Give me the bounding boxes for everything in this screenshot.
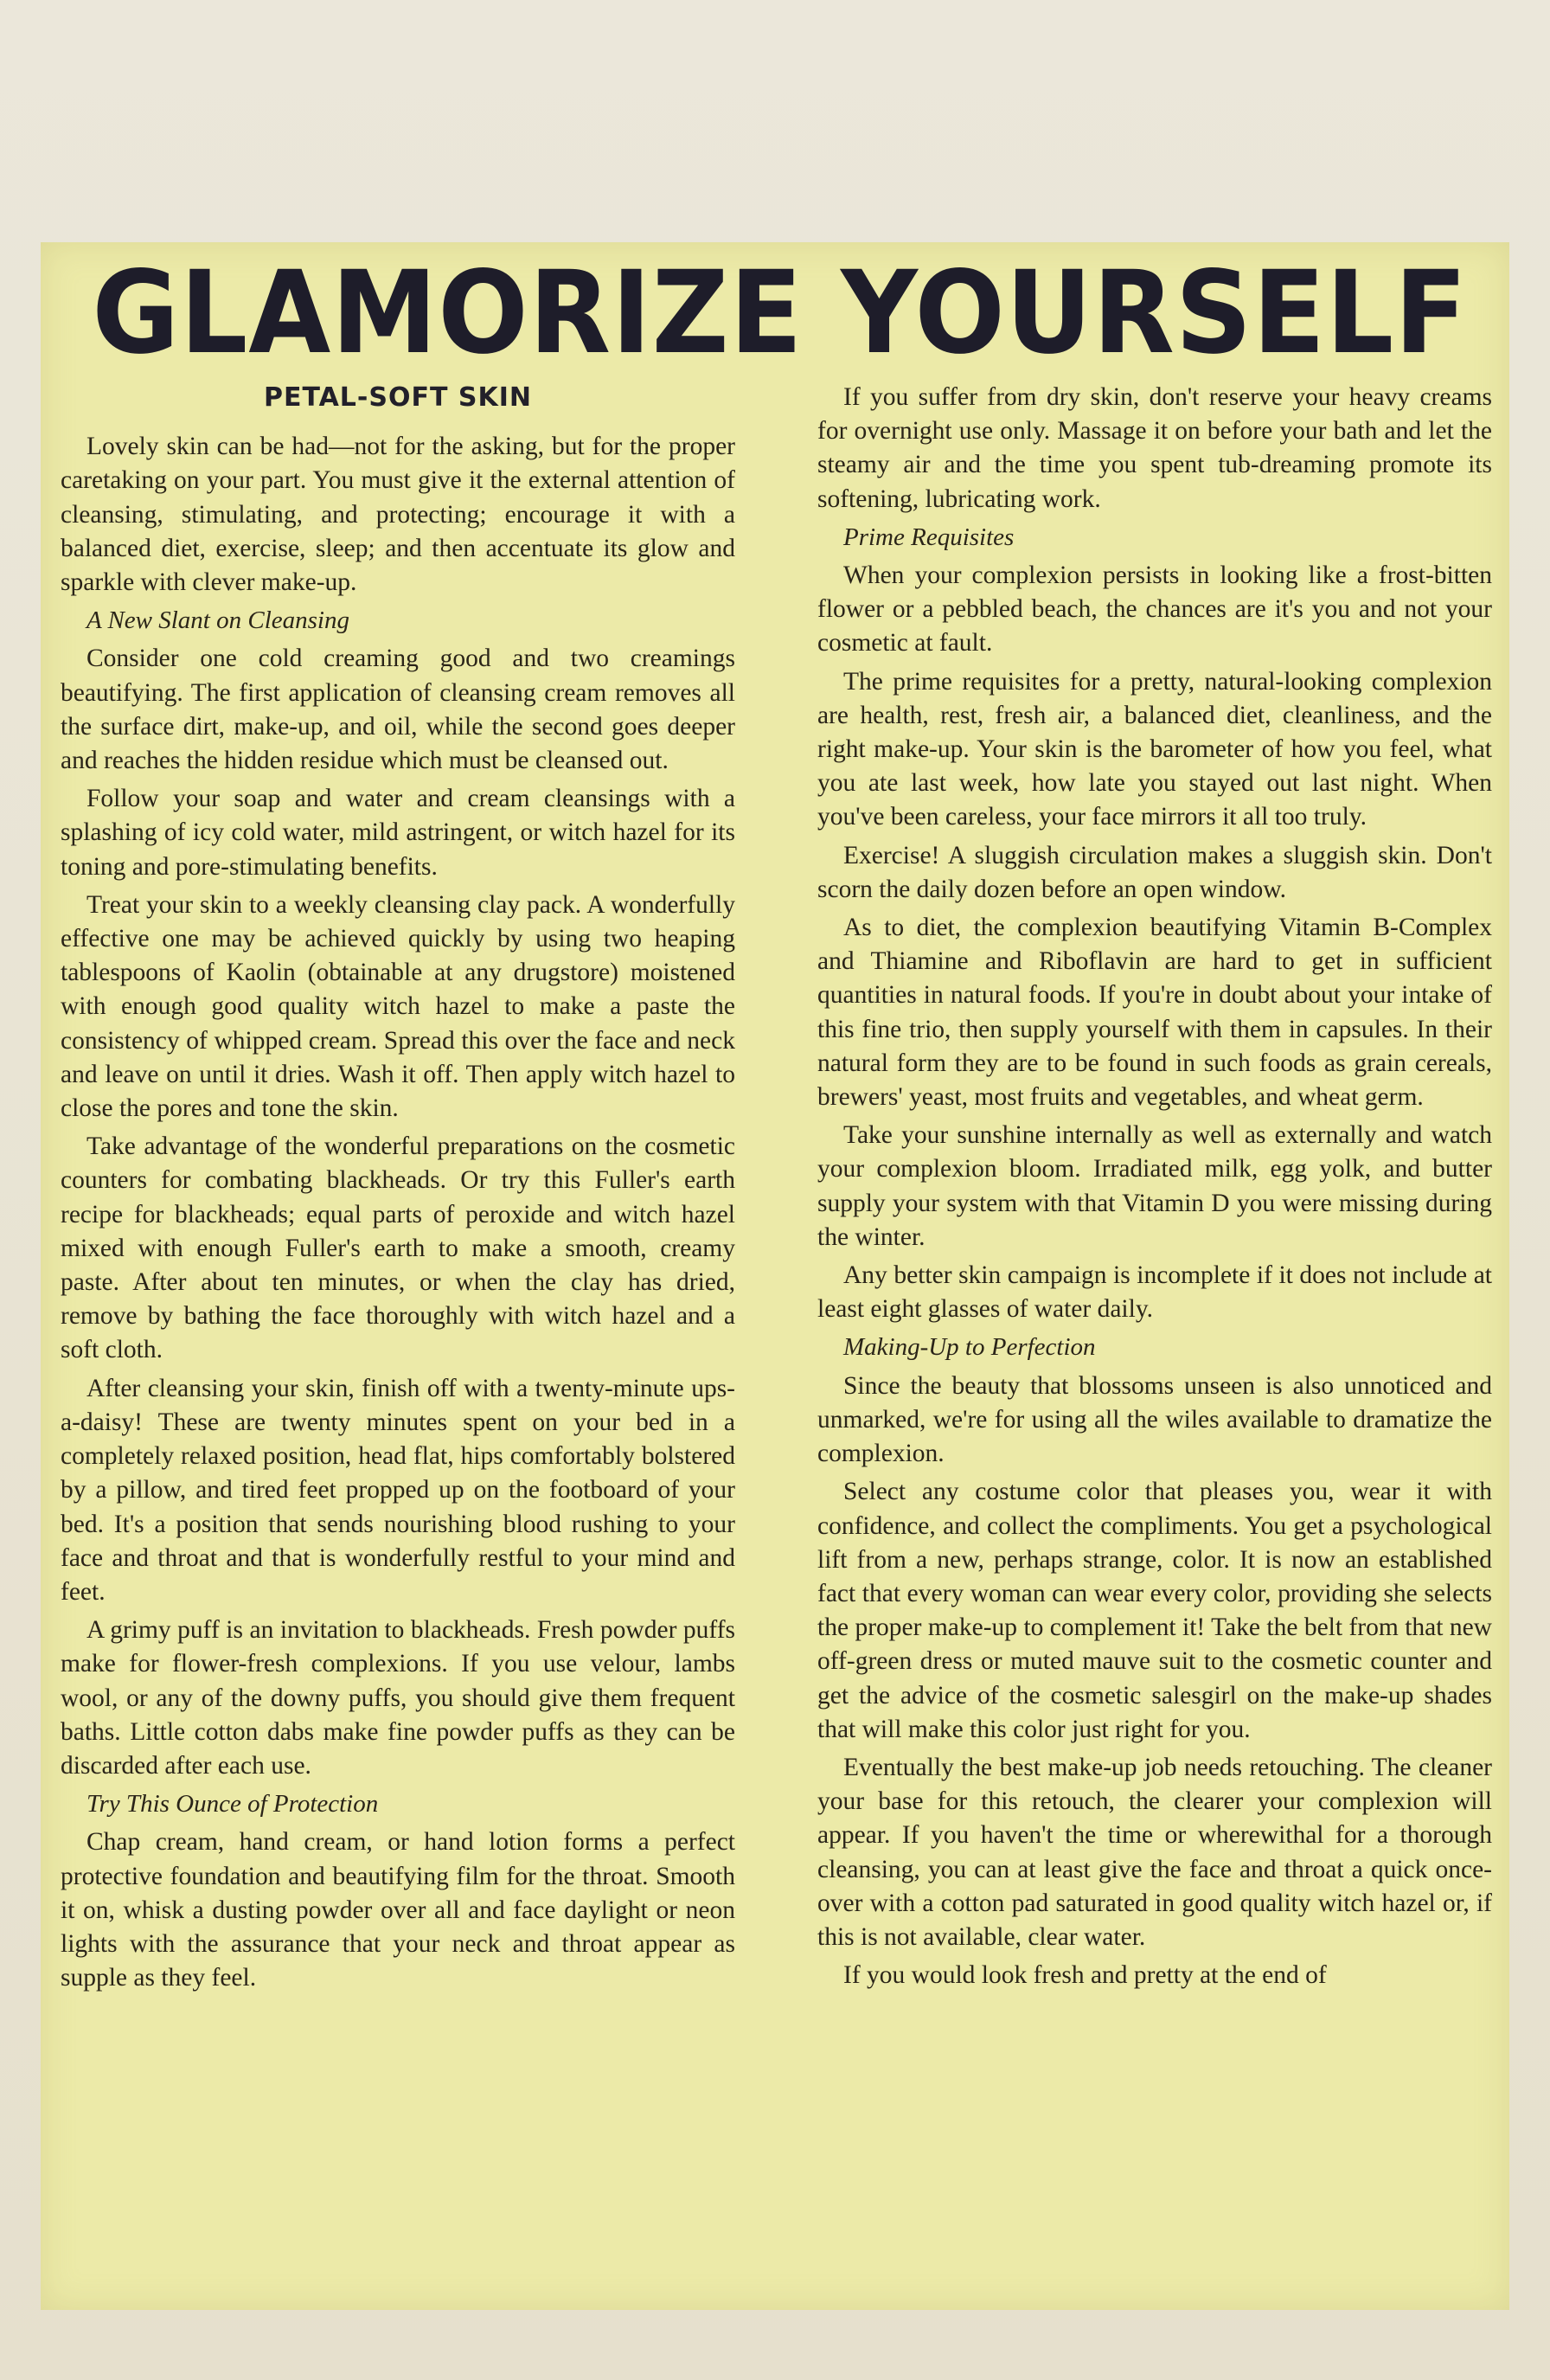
headline: GLAMORIZE YOURSELF bbox=[92, 247, 1468, 380]
paragraph: After cleansing your skin, finish off with a twenty-minute ups-a-daisy! These are twenty minutes spent on your bed in a completely relaxed position, head flat, hips comfortably bolstered by a pillow, and tired feet propped up on the footboard of your bed. It's a position that sends nourishing blood rushing to your face and throat and that is wonderfully restful to your mind and feet. bbox=[61, 1374, 735, 1606]
paragraph: Since the beauty that blossoms unseen is also unnoticed and unmarked, we're for using all the wiles available to dramatize the complexion. bbox=[817, 1371, 1492, 1468]
paragraph: Lovely skin can be had—not for the asking, but for the proper caretaking on your part. You must give it the external attention of cleansing, stimulating, and protecting; encourage it with a balanced diet, exercise, sleep; and then accentuate its glow and sparkle with clever make-up. bbox=[61, 433, 735, 597]
right-column bbox=[817, 381, 1492, 1997]
paragraph: If you would look fresh and pretty at the end of bbox=[843, 1961, 1327, 1990]
subheading: Prime Requisites bbox=[843, 523, 1015, 551]
subheading: A New Slant on Cleansing bbox=[86, 606, 349, 635]
paragraph: If you suffer from dry skin, don't reserve your heavy creams for overnight use only. Massage it on before your bath and let the steamy air and the time you spent tub-dreaming promote its softening, lubricating work. bbox=[817, 383, 1492, 513]
paragraph: Select any costume color that pleases you, wear it with confidence, and collect the compliments. You get a psychological lift from a new, perhaps strange, color. It is now an established fact that every woman can wear every color, providing she selects the proper make-up to complement it! Take the belt from that new off-green dress or muted mauve suit to the cosmetic counter and get the advice of the cosmetic salesgirl on the make-up shades that will make this color just right for you. bbox=[817, 1478, 1492, 1743]
left-column bbox=[61, 381, 735, 1999]
subheading: Making-Up to Perfection bbox=[843, 1333, 1096, 1362]
paragraph: Eventually the best make-up job needs retouching. The cleaner your base for this retouch, the clearer your complexion will appear. If you haven't the time or wherewithal for a thorough cleansing, you can at least give the face and throat a quick once-over with a cotton pad saturated in good quality witch hazel or, if this is not available, clear water. bbox=[817, 1753, 1492, 1951]
paragraph: Treat your skin to a weekly cleansing clay pack. A wonderfully effective one may be achieved quickly by using two heaping tablespoons of Kaolin (obtainable at any drugstore) moistened with enough good quality witch hazel to make a paste the consistency of whipped cream. Spread this over the face and neck and leave on until it dries. Wash it off. Then apply witch hazel to close the pores and tone the skin. bbox=[61, 890, 735, 1123]
paragraph: A grimy puff is an invitation to blackheads. Fresh powder puffs make for flower-fresh complexions. If you use velour, lambs wool, or any of the downy puffs, you should give them frequent baths. Little cotton dabs make fine powder puffs as they can be discarded after each use. bbox=[61, 1616, 735, 1780]
paragraph: When your complexion persists in looking like a frost-bitten flower or a pebbled beach, the chances are it's you and not your cosmetic at fault. bbox=[817, 561, 1492, 658]
subheading: Try This Ounce of Protection bbox=[86, 1790, 379, 1819]
paragraph: Chap cream, hand cream, or hand lotion forms a perfect protective foundation and beautifying film for the throat. Smooth it on, whisk a dusting powder over all and face daylight or neon lights with the assurance that your neck and throat appear as supple as they feel. bbox=[61, 1828, 735, 1992]
paragraph: As to diet, the complexion beautifying Vitamin B-Complex and Thiamine and Riboflavin are hard to get in sufficient quantities in natural foods. If you're in doubt about your intake of this fine trio, then supply yourself with them in capsules. In their natural form they are to be found in such foods as grain cereals, brewers' yeast, most fruits and vegetables, and wheat germ. bbox=[817, 914, 1492, 1112]
section-title: PETAL-SOFT SKIN bbox=[263, 382, 533, 413]
paragraph: Exercise! A sluggish circulation makes a sluggish skin. Don't scorn the daily dozen before an open window. bbox=[817, 841, 1492, 903]
paragraph: Take advantage of the wonderful preparations on the cosmetic counters for combating blackheads. Or try this Fuller's earth recipe for blackheads; equal parts of peroxide and witch hazel mixed with enough Fuller's earth to make a smooth, creamy paste. After about ten minutes, or when the clay has dried, remove by bathing the face thoroughly with witch hazel and a soft cloth. bbox=[61, 1132, 735, 1364]
paragraph: Any better skin campaign is incomplete if it does not include at least eight glasses of water daily. bbox=[817, 1261, 1492, 1324]
paragraph: Take your sunshine internally as well as externally and watch your complexion bloom. Irradiated milk, egg yolk, and butter supply your system with that Vitamin D you were missing during the winter. bbox=[817, 1121, 1492, 1251]
paragraph: Consider one cold creaming good and two creamings beautifying. The first application of cleansing cream removes all the surface dirt, make-up, and oil, while the second goes deeper and reaches the hidden residue which must be cleansed out. bbox=[61, 645, 735, 775]
paragraph: The prime requisites for a pretty, natural-looking complexion are health, rest, fresh air, a balanced diet, cleanliness, and the right make-up. Your skin is the barometer of how you feel, what you ate last week, how late you stayed out last night. When you've been careless, your face mirrors it all too truly. bbox=[817, 667, 1492, 831]
paragraph: Follow your soap and water and cream cleansings with a splashing of icy cold water, mild astringent, or witch hazel for its toning and pore-stimulating benefits. bbox=[61, 785, 735, 881]
